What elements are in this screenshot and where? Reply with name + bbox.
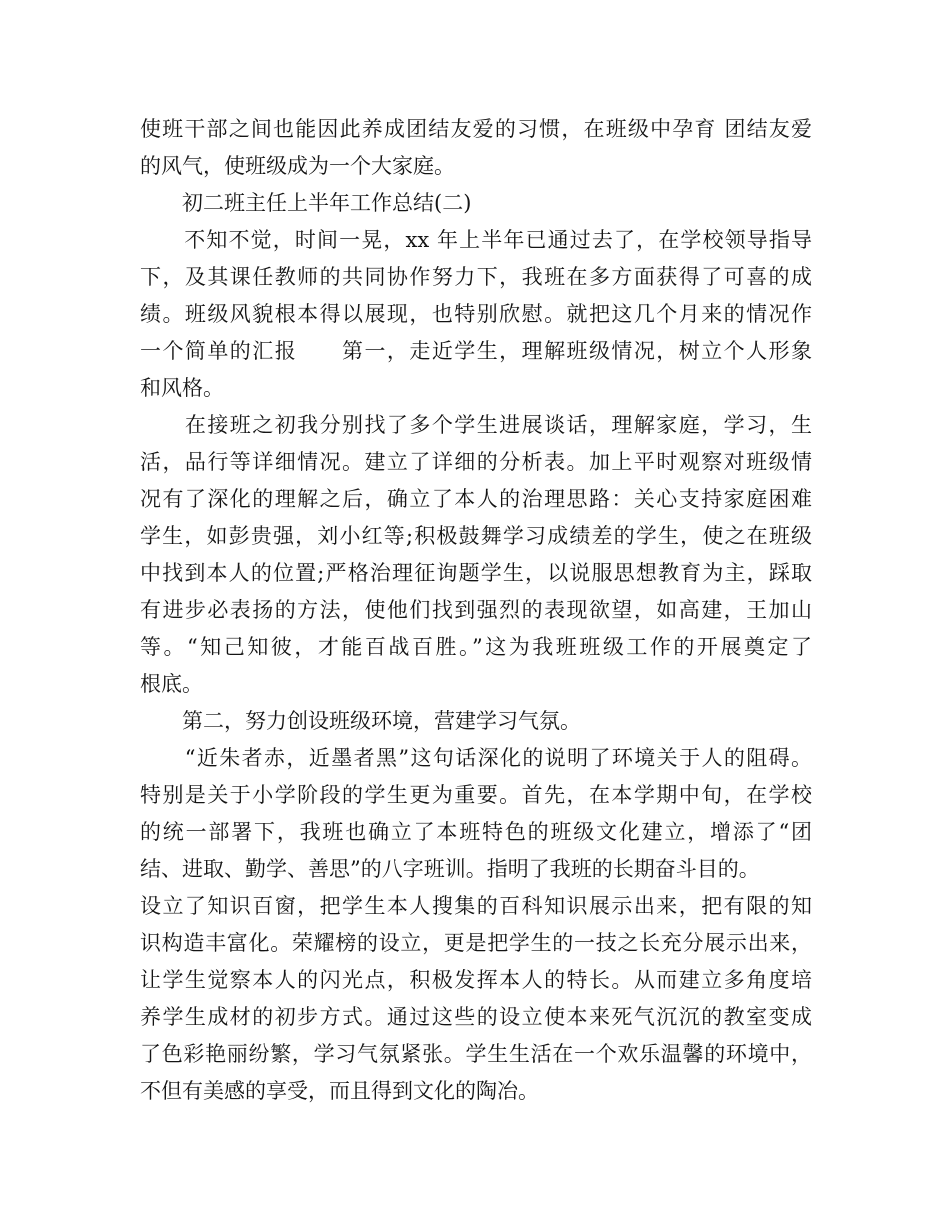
text-line: 特别是关于小学阶段的学生更为重要。首先，在本学期中旬，在学校 (140, 783, 812, 807)
text-line: 有进步必表扬的方法，使他们找到强烈的表现欲望，如高建，王加山 (140, 598, 812, 622)
text-line: 一个简单的汇报 第一，走近学生，理解班级情况，树立个人形象 (140, 339, 812, 363)
text-line: 了色彩艳丽纷繁，学习气氛紧张。学生生活在一个欢乐温馨的环境中， (140, 1042, 812, 1066)
text-line: 养学生成材的初步方式。通过这些的设立使本来死气沉沉的教室变成 (140, 1005, 812, 1029)
text-line: 结、进取、勤学、善思”的八字班训。指明了我班的长期奋斗目的。 (140, 857, 760, 881)
text-line: 让学生觉察本人的闪光点，积极发挥本人的特长。从而建立多角度培 (140, 968, 812, 992)
text-line: 使班干部之间也能因此养成团结友爱的习惯，在班级中孕育 团结友爱 (140, 117, 812, 141)
text-line: 学生，如彭贵强，刘小红等;积极鼓舞学习成绩差的学生，使之在班级 (140, 524, 812, 548)
text-line: 的风气，使班级成为一个大家庭。 (140, 154, 455, 178)
text-line: 不但有美感的享受，而且得到文化的陶冶。 (140, 1079, 539, 1103)
text-line: 活，品行等详细情况。建立了详细的分析表。加上平时观察对班级情 (140, 450, 812, 474)
text-line: 第二，努力创设班级环境，营建学习气氛。 (140, 709, 581, 733)
text-line: 况有了深化的理解之后，确立了本人的治理思路：关心支持家庭困难 (140, 487, 812, 511)
body-text (140, 111, 812, 1110)
text-line: 等。“知己知彼，才能百战百胜。”这为我班班级工作的开展奠定了 (140, 635, 812, 659)
section-heading: 初二班主任上半年工作总结(二) (140, 191, 472, 215)
text-line: 在接班之初我分别找了多个学生进展谈话，理解家庭，学习，生 (140, 413, 812, 437)
text-line: 下，及其课任教师的共同协作努力下，我班在多方面获得了可喜的成 (140, 265, 812, 289)
text-line: 识构造丰富化。荣耀榜的设立，更是把学生的一技之长充分展示出来， (140, 931, 812, 955)
text-line: 和风格。 (140, 376, 224, 400)
text-line: “近朱者赤，近墨者黑”这句话深化的说明了环境关于人的阻碍。 (140, 746, 812, 770)
text-line: 根底。 (140, 672, 203, 696)
text-line: 的统一部署下，我班也确立了本班特色的班级文化建立，增添了“团 (140, 820, 812, 844)
text-line: 中找到本人的位置;严格治理征询题学生，以说服思想教育为主，踩取 (140, 561, 812, 585)
text-line: 不知不觉，时间一晃，xx 年上半年已通过去了，在学校领导指导 (140, 228, 812, 252)
text-line: 设立了知识百窗，把学生本人搜集的百科知识展示出来，把有限的知 (140, 894, 812, 918)
text-line: 绩。班级风貌根本得以展现，也特别欣慰。就把这几个月来的情况作 (140, 302, 812, 326)
